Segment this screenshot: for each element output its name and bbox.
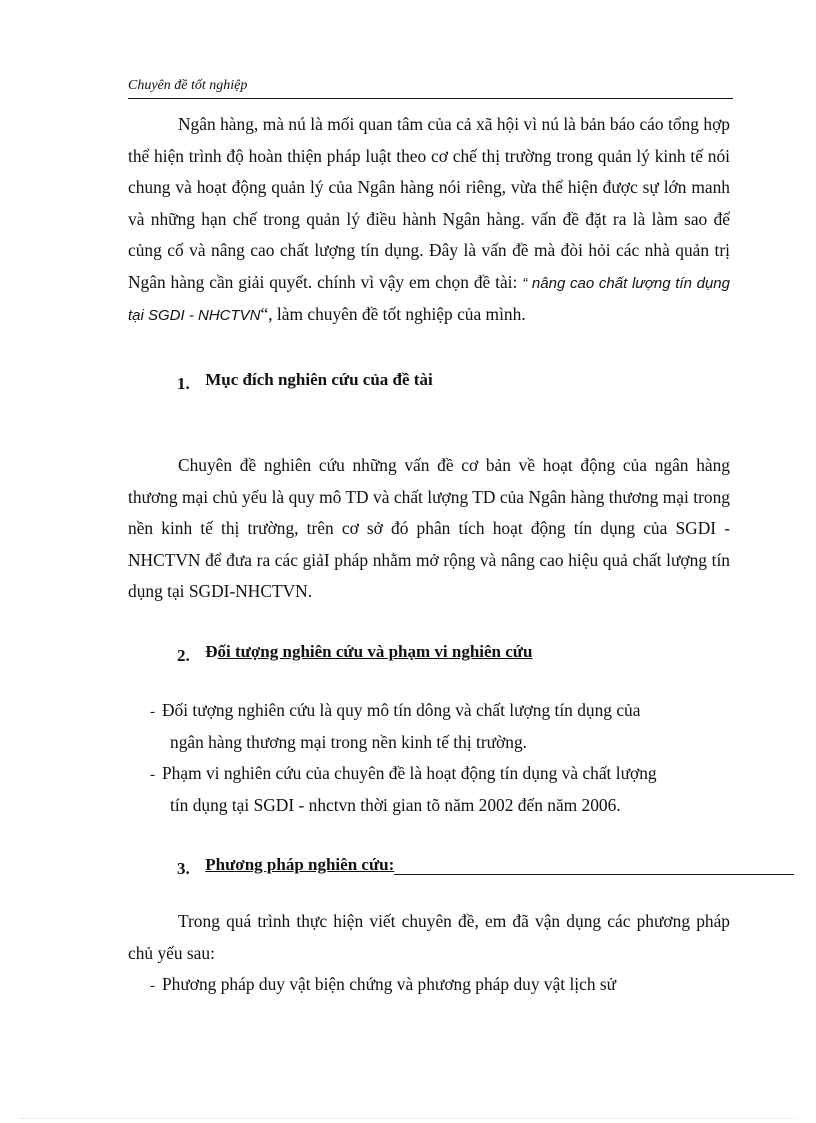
section-2-heading (177, 642, 533, 665)
section-1-paragraph (128, 450, 730, 608)
section-2-title-first: Đ (205, 642, 218, 661)
bullet-text: Phương pháp duy vật biện chứng và phương pháp duy vật lịch sử (162, 974, 617, 994)
section-2-number: 2. (177, 646, 190, 665)
intro-text-end: “, làm chuyên đề tốt nghiệp của mình. (260, 304, 526, 324)
section-2-title-rest: ối tượng nghiên cứu và phạm vi nghiên cứu (217, 642, 533, 661)
list-item (150, 695, 730, 758)
list-item (150, 969, 730, 1001)
intro-quote: “ nâng cao chất lượng tín dụng tại SGDI - NHCTVN (128, 274, 730, 324)
bullet-dash: - (150, 978, 155, 994)
intro-text-start: Ngân hàng, mà nú là mối quan tâm của cả xã hội vì nú là bản báo cáo tổng hợp thể hiện trình độ hoàn thiện pháp luật theo cơ chế thị trường trong quản lý kinh tế nói chung và hoạt động quản lý của Ngân hàng nói riêng, vừa thể hiện được sự lớn manh và những hạn chế trong quản lý điều hành Ngân hàng. vấn đề đặt ra là làm sao để củng cố và nâng cao chất lượng tín dụng. Đây là vấn đề mà đòi hỏi các nhà quản trị Ngân hàng cần giải quyết. chính vì vậy em chọn đề tài: (128, 114, 730, 292)
section-1-number: 1. (177, 374, 190, 393)
section-3-title-rule (394, 874, 794, 875)
bullet-dash: - (150, 767, 155, 783)
section-3-number: 3. (177, 859, 190, 878)
page-bottom-border (20, 1118, 796, 1119)
bullet-text: Đối tượng nghiên cứu là quy mô tín dông và chất lượng tín dụng của (162, 700, 641, 720)
bullet-dash: - (150, 704, 155, 720)
section-3-text: Trong quá trình thực hiện viết chuyên đề, em đã vận dụng các phương pháp chủ yếu sau: (128, 911, 730, 963)
section-3-title: Phương pháp nghiên cứu: (205, 855, 395, 874)
intro-paragraph (128, 109, 730, 332)
bullet-text-continued: ngân hàng thương mại trong nền kinh tế thị trường. (170, 731, 527, 752)
bullet-text-continued: tín dụng tại SGDI - nhctvn thời gian tõ năm 2002 đến năm 2006. (170, 794, 621, 815)
section-3-heading (177, 855, 794, 878)
list-item (150, 758, 730, 821)
section-1-title: Mục đích nghiên cứu của đề tài (205, 370, 433, 389)
header-title: Chuyên đề tốt nghiệp (128, 78, 248, 93)
bullet-text: Phạm vi nghiên cứu của chuyên đề là hoạt động tín dụng và chất lượng (162, 763, 657, 783)
page-header (128, 76, 733, 99)
section-3-paragraph (128, 906, 730, 969)
section-1-heading (177, 370, 433, 393)
section-1-text: Chuyên đề nghiên cứu những vấn đề cơ bản về hoạt động của ngân hàng thương mại chủ yếu là quy mô TD và chất lượng TD của Ngân hàng thương mại trong nền kinh tế thị trường, trên cơ sở đó phân tích hoạt động tín dụng của SGDI - NHCTVN để đưa ra các giảI pháp nhằm mở rộng và nâng cao hiệu quả chất lượng tín dụng tại SGDI-NHCTVN. (128, 455, 730, 601)
